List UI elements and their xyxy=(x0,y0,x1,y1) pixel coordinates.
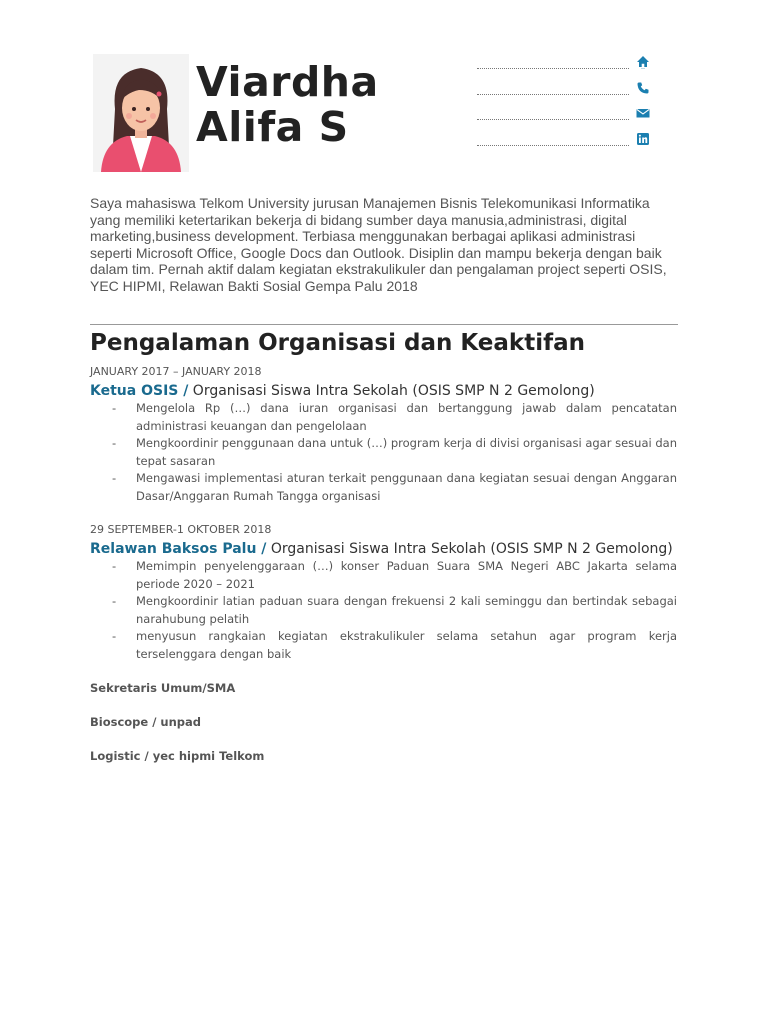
entry-role: Ketua OSIS / xyxy=(90,383,189,399)
entry-bullet-list xyxy=(110,400,677,505)
list-item: - menyusun rangkaian kegiatan ekstrakulikuler selama setahun agar program kerja terselenggara dengan baik xyxy=(110,628,677,663)
extra-role: Bioscope / unpad xyxy=(90,715,202,729)
entry-heading xyxy=(90,382,595,400)
home-icon xyxy=(636,55,650,69)
email-field xyxy=(477,107,629,120)
extra-role: Logistic / yec hipmi Telkom xyxy=(90,749,265,763)
envelope-icon xyxy=(636,106,650,120)
phone-field xyxy=(477,82,629,95)
avatar xyxy=(93,54,189,172)
entry-date: JANUARY 2017 – JANUARY 2018 xyxy=(90,365,262,378)
contact-row-phone xyxy=(477,80,653,100)
entry-role: Relawan Baksos Palu / xyxy=(90,541,267,557)
linkedin-field xyxy=(477,133,629,146)
entry-bullet-list xyxy=(110,558,677,663)
contact-row-address xyxy=(477,54,653,74)
entry-date: 29 SEPTEMBER-1 OKTOBER 2018 xyxy=(90,523,272,536)
entry-heading xyxy=(90,540,673,558)
profile-summary: Saya mahasiswa Telkom University jurusan Manajemen Bisnis Telekomunikasi Informatika yang memiliki ketertarikan bekerja di bidang sumber daya manusia,administrasi, digital marketing,business development. Terbiasa menggunakan berbagai aplikasi administrasi seperti Microsoft Office, Google Docs dan Outlook. Disiplin dan mampu bekerja dengan baik dalam tim. Pernah aktif dalam kegiatan ekstrakulikuler dan pengalaman project seperti OSIS, YEC HIPMI, Relawan Bakti Sosial Gempa Palu 2018 xyxy=(90,195,667,294)
list-item: - Mengkoordinir latian paduan suara dengan frekuensi 2 kali seminggu dan bertindak sebagai narahubung pelatih xyxy=(110,593,677,628)
contact-row-linkedin xyxy=(477,131,653,151)
list-item: - Mengelola Rp (…) dana iuran organisasi dan bertanggung jawab dalam pencatatan administrasi keuangan dan pengelolaan xyxy=(110,400,677,435)
list-item: - Mengawasi implementasi aturan terkait penggunaan dana kegiatan sesuai dengan Anggaran Dasar/Anggaran Rumah Tangga organisasi xyxy=(110,470,677,505)
section-title: Pengalaman Organisasi dan Keaktifan xyxy=(90,330,585,356)
entry-organization: Organisasi Siswa Intra Sekolah (OSIS SMP N 2 Gemolong) xyxy=(188,383,595,399)
woman-avatar-icon xyxy=(93,54,189,172)
full-name xyxy=(196,60,379,150)
linkedin-icon xyxy=(636,132,650,146)
section-divider xyxy=(90,324,678,325)
last-name: Alifa S xyxy=(196,103,349,151)
list-item: - Mengkoordinir penggunaan dana untuk (…) program kerja di divisi organisasi agar sesuai dan tepat sasaran xyxy=(110,435,677,470)
first-name: Viardha xyxy=(196,58,379,106)
extra-role: Sekretaris Umum/SMA xyxy=(90,681,236,695)
entry-organization: Organisasi Siswa Intra Sekolah (OSIS SMP N 2 Gemolong) xyxy=(266,541,673,557)
contact-row-email xyxy=(477,105,653,125)
list-item: - Memimpin penyelenggaraan (…) konser Paduan Suara SMA Negeri ABC Jakarta selama periode 2020 – 2021 xyxy=(110,558,677,593)
address-field xyxy=(477,56,629,69)
phone-icon xyxy=(636,81,650,95)
